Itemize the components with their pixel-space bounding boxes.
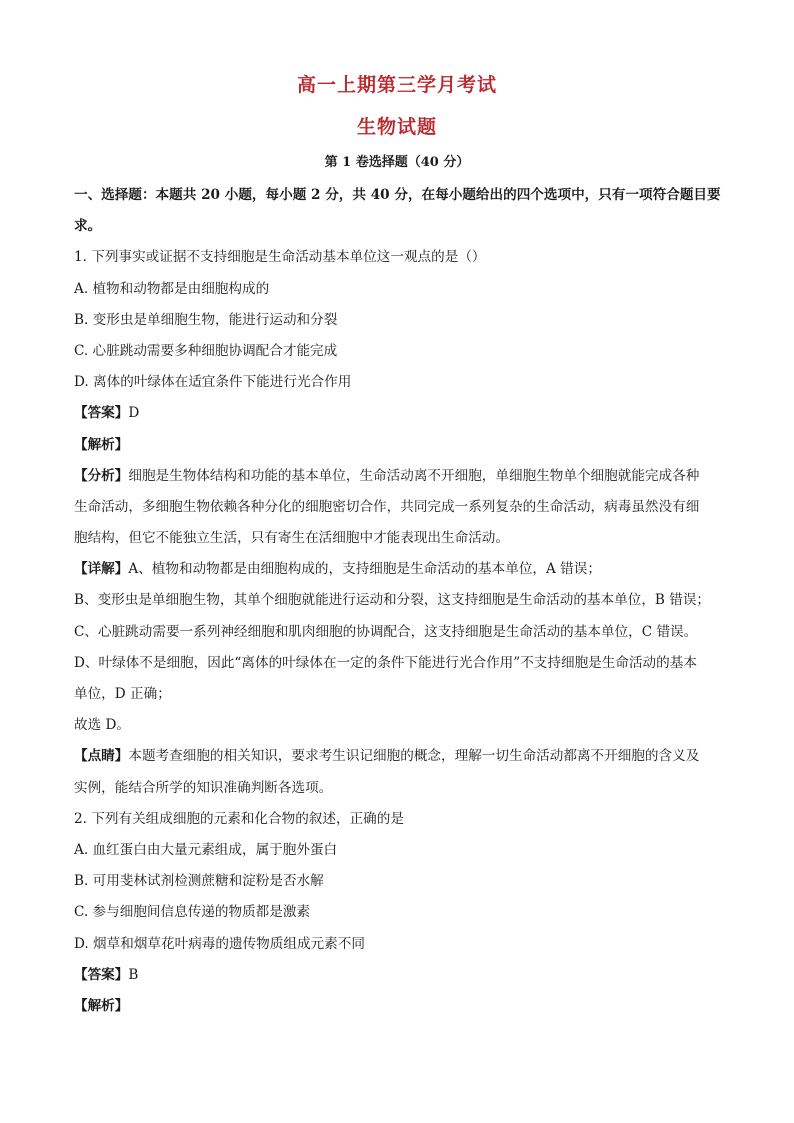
section-tag: 【答案】 [74,405,129,422]
line-text: 生命活动，多细胞生物依赖各种分化的细胞密切合作，共同完成一系列复杂的生命活动，病毒虽然没有细 [74,498,700,515]
text-line [74,710,726,741]
line-text: C、心脏跳动需要一系列神经细胞和肌肉细胞的协调配合，这支持细胞是生命活动的基本单位，C 错误。 [74,623,698,640]
section-tag: 【详解】 [74,561,129,578]
line-text: C. 心脏跳动需要多种细胞协调配合才能完成 [74,342,338,359]
text-line [74,960,726,991]
section-tag: 【点睛】 [74,748,129,765]
line-text: 2. 下列有关组成细胞的元素和化合物的叙述，正确的是 [74,810,404,827]
text-line [74,741,726,772]
line-text: 故选 D。 [74,717,131,734]
text-line [74,554,726,585]
line-text: D [128,405,140,422]
text-line [74,461,726,492]
text-line [74,897,726,928]
line-text: B. 变形虫是单细胞生物，能进行运动和分裂 [74,311,338,328]
document-body [74,180,726,1022]
text-line [74,866,726,897]
line-text: C. 参与细胞间信息传递的物质都是激素 [74,904,311,921]
line-text: 实例，能结合所学的知识准确判断各选项。 [74,779,333,796]
text-line [74,274,726,305]
text-line [74,773,726,804]
line-text: 本题考查细胞的相关知识，要求考生识记细胞的概念，理解一切生命活动都离不开细胞的含义及 [128,748,700,765]
line-text: B [128,966,139,983]
line-text: B、变形虫是单细胞生物，其单个细胞就能进行运动和分裂，这支持细胞是生命活动的基本单位，B 错误； [74,592,711,609]
text-line [74,617,726,648]
line-text: A. 血红蛋白由大量元素组成，属于胞外蛋白 [74,841,338,858]
line-text: A、植物和动物都是由细胞构成的，支持细胞是生命活动的基本单位，A 错误； [128,561,601,578]
line-text: D、叶绿体不是细胞，因此“离体的叶绿体在一定的条件下能进行光合作用”不支持细胞是生命活动的基本 [74,654,697,671]
text-line [74,211,726,242]
text-line [74,492,726,523]
section-tag: 【分析】 [74,467,129,484]
line-text: B. 可用斐林试剂检测蔗糖和淀粉是否水解 [74,873,324,890]
text-line [74,523,726,554]
section-tag: 【解析】 [74,997,129,1014]
text-line [74,367,726,398]
section-tag: 【解析】 [74,436,129,453]
line-text: D. 离体的叶绿体在适宜条件下能进行光合作用 [74,374,352,391]
text-line [74,835,726,866]
text-line [74,679,726,710]
line-text: 1. 下列事实或证据不支持细胞是生命活动基本单位这一观点的是（） [74,249,486,266]
part-heading: 第 1 卷选择题（40 分） [324,155,470,170]
text-line [74,991,726,1022]
line-text: D. 烟草和烟草花叶病毒的遗传物质组成元素不同 [74,935,365,952]
line-text: 胞结构，但它不能独立生活，只有寄生在活细胞中才能表现出生命活动。 [74,530,509,547]
text-line [74,648,726,679]
line-text: 细胞是生物体结构和功能的基本单位，生命活动离不开细胞，单细胞生物单个细胞就能完成各种 [128,467,700,484]
text-line [74,585,726,616]
text-line [74,180,726,211]
line-text: A. 植物和动物都是由细胞构成的 [74,280,270,297]
line-text: 一、选择题：本题共 20 小题，每小题 2 分，共 40 分，在每小题给出的四个选项中，只有一项符合题目要 [74,187,721,203]
text-line [74,430,726,461]
text-line [74,929,726,960]
text-line [74,336,726,367]
text-line [74,242,726,273]
text-line [74,804,726,835]
text-line [74,398,726,429]
section-tag: 【答案】 [74,966,129,983]
subject-title: 生物试题 [356,116,437,138]
line-text: 求。 [74,218,102,235]
line-text: 单位，D 正确； [74,686,171,702]
text-line [74,305,726,336]
exam-title: 高一上期第三学月考试 [296,74,497,96]
